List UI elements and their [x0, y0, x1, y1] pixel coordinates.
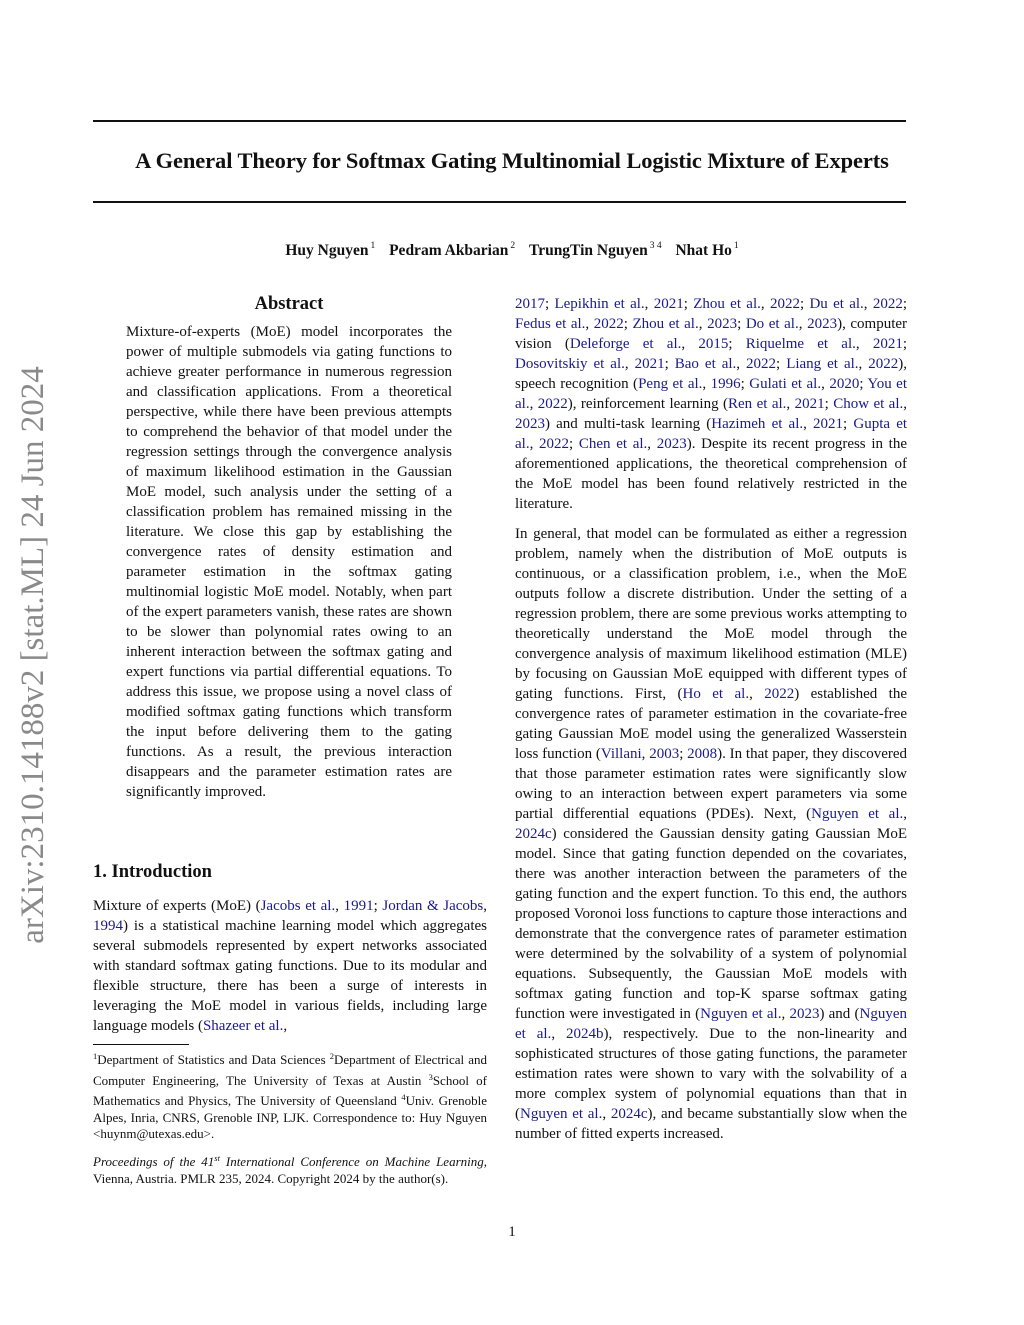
citation-link[interactable]: Du et al.	[809, 296, 864, 312]
citation-link[interactable]: 2022	[764, 686, 795, 702]
arxiv-sidebar-identifier: arXiv:2310.14188v2 [stat.ML] 24 Jun 2024	[15, 366, 51, 944]
citation-link[interactable]: Peng et al.	[638, 376, 703, 392]
section-heading-introduction: 1. Introduction	[93, 862, 212, 882]
citation-link[interactable]: 1991	[343, 898, 374, 914]
citation-link[interactable]: 2020	[829, 376, 860, 392]
paper-title: A General Theory for Softmax Gating Multinomial Logistic Mixture of Experts	[135, 148, 889, 173]
citation-link[interactable]: 2021	[813, 416, 844, 432]
citation-link[interactable]: Nguyen et al.	[700, 1006, 782, 1022]
citation-link[interactable]: Jordan & Jacobs	[382, 898, 484, 914]
abstract-heading: Abstract	[254, 294, 324, 314]
citation-link[interactable]: Fedus et al.	[515, 316, 586, 332]
citation-link[interactable]: You et al.	[515, 376, 908, 412]
author: Nhat Ho $^1$	[675, 241, 739, 259]
citation-link[interactable]: Deleforge et al.	[569, 336, 682, 352]
citation-link[interactable]: Liang et al.	[786, 356, 859, 372]
abstract-body: Mixture-of-experts (MoE) model incorporates the power of multiple submodels via gating functions to achieve greater performance in numerous regression and classification applications. From a theoretical perspective, while there have been previous attempts to comprehend the behavior of that model under the regression settings through the convergence analysis of maximum likelihood estimation in the Gaussian MoE model, such analysis under the setting of a classification problem has remained missing in the literature. We close this gap by establishing the convergence rates of density estimation and parameter estimation in the softmax gating multinomial logistic MoE model. Notably, when part of the expert parameters vanish, these rates are shown to be slower than polynomial rates owing to an inherent interaction between the softmax gating and expert functions via partial differential equations. To address this issue, we propose using a novel class of modified softmax gating functions which transform the input before delivering them to the gating functions. As a result, the previous interaction disappears and the parameter estimation rates are significantly improved.	[126, 324, 452, 800]
author: Huy Nguyen $^1$	[285, 241, 376, 259]
citation-link[interactable]: Zhou et al.	[632, 316, 699, 332]
citation-link[interactable]: 2017	[515, 296, 545, 312]
citation-link[interactable]: 2022	[537, 396, 568, 412]
citation-link[interactable]: Gulati et al.	[749, 376, 822, 392]
citation-link[interactable]: 2022	[769, 296, 800, 312]
footnote-divider	[93, 1044, 189, 1045]
citation-link[interactable]: 1996	[710, 376, 741, 392]
citation-link[interactable]: 2022	[539, 436, 570, 452]
citation-link[interactable]: 2023	[656, 436, 687, 452]
citation-link[interactable]: Chen et al.	[578, 436, 648, 452]
citation-link[interactable]: Jacobs et al.	[260, 898, 336, 914]
citation-link[interactable]: Gupta et al.	[515, 416, 908, 452]
citation-link[interactable]: 2015	[698, 336, 729, 352]
citation-link[interactable]: Lepikhin et al.	[554, 296, 645, 312]
author: TrungTin Nguyen $^{3 4}$	[529, 241, 662, 259]
citation-link[interactable]: Villani	[600, 746, 642, 762]
citation-link[interactable]: 1994	[93, 918, 123, 934]
citation-link[interactable]: 2022	[746, 356, 777, 372]
affiliation-footnote: $^1$Department of Statistics and Data Sciences $^2$Department of Electrical and Computer Engineering, The University of Texas at Austin $^3$School of Mathematics and Physics, The University of Queensland $^4$Univ. Grenoble Alpes, Inria, CNRS, Grenoble INP, LJK. Correspondence to: Huy Nguyen <huynm@utexas.edu>.	[93, 1051, 487, 1141]
citation-link[interactable]: Shazeer et al.	[202, 1018, 284, 1034]
citation-link[interactable]: 2024c	[610, 1106, 648, 1122]
citation-link[interactable]: Bao et al.	[674, 356, 737, 372]
citation-link[interactable]: Do et al.	[745, 316, 799, 332]
citation-link[interactable]: Ho et al.	[682, 686, 750, 702]
citation-link[interactable]: 2023	[515, 416, 545, 432]
citation-link[interactable]: 2024c	[515, 826, 552, 842]
citation-link[interactable]: Chow et al.	[833, 396, 904, 412]
introduction-paragraph: Mixture of experts (MoE) (Jacobs et al., 1991; Jordan & Jacobs, 1994) is a statistical machine learning model which aggregates several submodels represented by expert networks associated with standard softmax gating functions. Due to its modular and flexible structure, there has been a surge of interests in leveraging the MoE model in various fields, including large language models (Shazeer et al.,	[93, 898, 488, 1034]
citation-link[interactable]: 2008	[687, 746, 718, 762]
introduction-paragraph-continued: 2017; Lepikhin et al., 2021; Zhou et al., 2022; Du et al., 2022; Fedus et al., 2022; Zhou et al., 2023; Do et al., 2023), computer vision (Deleforge et al., 2015; Riquelme et al., 2021; Dosovitskiy et al., 2021; Bao et al., 2022; Liang et al., 2022), speech recognition (Peng et al., 1996; Gulati et al., 2020; You et al., 2022), reinforcement learning (Ren et al., 2021; Chow et al., 2023) and multi-task learning (Hazimeh et al., 2021; Gupta et al., 2022; Chen et al., 2023). Despite its recent progress in the aforementioned applications, the theoretical comprehension of the MoE model has been found relatively restricted in the literature.	[515, 296, 908, 512]
citation-link[interactable]: 2023	[789, 1006, 820, 1022]
citation-link[interactable]: 2023	[807, 316, 838, 332]
citation-link[interactable]: Ren et al.	[728, 396, 787, 412]
citation-link[interactable]: Dosovitskiy et al.	[515, 356, 625, 372]
citation-link[interactable]: 2003	[649, 746, 680, 762]
citation-link[interactable]: Zhou et al.	[693, 296, 761, 312]
title-bottom-rule	[93, 201, 906, 203]
page-number: 1	[508, 1224, 516, 1240]
citation-link[interactable]: 2022	[872, 296, 903, 312]
citation-link[interactable]: 2021	[872, 336, 903, 352]
citation-link[interactable]: Nguyen et al.	[811, 806, 904, 822]
citation-link[interactable]: Nguyen et al.	[520, 1106, 603, 1122]
proceedings-notice: Proceedings of the 41st International Conference on Machine Learning, Vienna, Austria. PMLR 235, 2024. Copyright 2024 by the author(s).	[93, 1153, 487, 1186]
citation-link[interactable]: 2023	[707, 316, 738, 332]
citation-link[interactable]: Hazimeh et al.	[711, 416, 804, 432]
citation-link[interactable]: Nguyen et al.	[515, 1006, 908, 1042]
citation-link[interactable]: 2021	[634, 356, 665, 372]
author: Pedram Akbarian $^2$	[389, 241, 516, 259]
citation-link[interactable]: 2022	[868, 356, 899, 372]
title-top-rule	[93, 120, 906, 122]
citation-link[interactable]: Riquelme et al.	[745, 336, 856, 352]
citation-link[interactable]: 2022	[593, 316, 624, 332]
citation-link[interactable]: 2024b	[565, 1026, 604, 1042]
citation-link[interactable]: 2021	[653, 296, 684, 312]
introduction-paragraph-regression: In general, that model can be formulated as either a regression problem, namely when the distribution of MoE outputs is continuous, or a classification problem, i.e., when the MoE outputs follow a discrete distribution. Under the setting of a regression problem, there are some previous works attempting to theoretically understand the MoE model through the convergence analysis of maximum likelihood estimation (MLE) by focusing on Gaussian MoE equipped with different types of gating functions. First, (Ho et al., 2022) established the convergence rates of parameter estimation in the covariate-free gating Gaussian MoE model using the generalized Wasserstein loss function (Villani, 2003; 2008). In that paper, they discovered that those parameter estimation rates were significantly slow owing to an interaction between expert parameters via some partial differential equations (PDEs). Next, (Nguyen et al., 2024c) considered the Gaussian density gating Gaussian MoE model. Since that gating function depended on the covariates, there was another interaction between the parameters of the gating function and the expert function. To this end, the authors proposed Voronoi loss functions to capture those interactions and demonstrate that the convergence rates of parameter estimation were determined by the solvability of a system of polynomial equations. Subsequently, the Gaussian MoE models with softmax gating function and top-K sparse softmax gating function were investigated in (Nguyen et al., 2023) and (Nguyen et al., 2024b), respectively. Due to the non-linearity and sophisticated structures of those gating functions, the parameter estimation rates were shown to vary with the solvability of a more complex system of polynomial equations than that in (Nguyen et al., 2024c), and became substantially slow when the number of fitted experts increased.	[515, 526, 908, 1142]
citation-link[interactable]: 2021	[794, 396, 825, 412]
author-list	[0, 235, 1024, 262]
